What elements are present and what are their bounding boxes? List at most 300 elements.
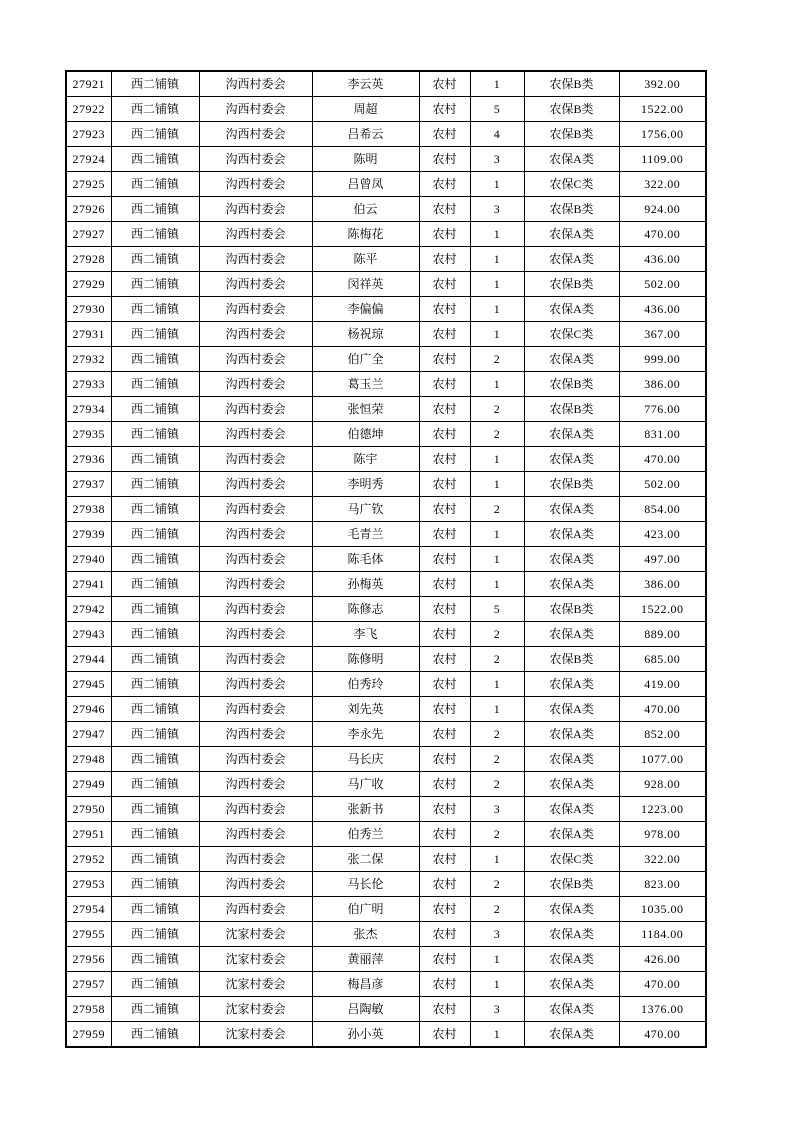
cell-insurance-category: 农保A类 [524,947,619,972]
cell-amount: 1109.00 [619,147,706,172]
cell-town: 西二铺镇 [111,847,199,872]
table-row [66,647,706,672]
cell-sequence-number: 27951 [66,822,111,847]
cell-village-committee: 沟西村委会 [199,847,312,872]
cell-person-name: 吕希云 [312,122,419,147]
cell-insurance-category: 农保A类 [524,347,619,372]
table-row [66,872,706,897]
cell-person-count: 2 [470,422,524,447]
cell-household-type: 农村 [419,922,470,947]
cell-amount: 1756.00 [619,122,706,147]
cell-amount: 1522.00 [619,597,706,622]
cell-village-committee: 沟西村委会 [199,672,312,697]
cell-person-name: 吕曾凤 [312,172,419,197]
cell-amount: 470.00 [619,447,706,472]
cell-person-count: 1 [470,172,524,197]
cell-person-count: 1 [470,272,524,297]
cell-person-count: 2 [470,622,524,647]
cell-person-count: 2 [470,647,524,672]
cell-household-type: 农村 [419,322,470,347]
cell-person-name: 陈宇 [312,447,419,472]
cell-sequence-number: 27934 [66,397,111,422]
table-row [66,797,706,822]
cell-person-count: 1 [470,247,524,272]
cell-person-name: 葛玉兰 [312,372,419,397]
cell-person-name: 马长庆 [312,747,419,772]
cell-village-committee: 沟西村委会 [199,747,312,772]
cell-sequence-number: 27943 [66,622,111,647]
cell-amount: 386.00 [619,372,706,397]
cell-amount: 419.00 [619,672,706,697]
table-row [66,772,706,797]
cell-household-type: 农村 [419,747,470,772]
cell-sequence-number: 27927 [66,222,111,247]
cell-person-name: 陈修志 [312,597,419,622]
cell-household-type: 农村 [419,122,470,147]
cell-household-type: 农村 [419,522,470,547]
cell-amount: 978.00 [619,822,706,847]
cell-town: 西二铺镇 [111,347,199,372]
table-row [66,722,706,747]
table-row [66,922,706,947]
cell-insurance-category: 农保A类 [524,747,619,772]
cell-amount: 497.00 [619,547,706,572]
cell-household-type: 农村 [419,172,470,197]
cell-person-name: 梅昌彦 [312,972,419,997]
cell-household-type: 农村 [419,572,470,597]
cell-sequence-number: 27921 [66,71,111,97]
table-row [66,122,706,147]
cell-person-name: 周超 [312,97,419,122]
table-row [66,897,706,922]
cell-person-count: 1 [470,222,524,247]
cell-insurance-category: 农保A类 [524,897,619,922]
cell-household-type: 农村 [419,71,470,97]
cell-person-name: 马广钦 [312,497,419,522]
cell-person-name: 吕陶敏 [312,997,419,1022]
cell-insurance-category: 农保A类 [524,147,619,172]
cell-town: 西二铺镇 [111,372,199,397]
cell-household-type: 农村 [419,822,470,847]
cell-town: 西二铺镇 [111,422,199,447]
cell-household-type: 农村 [419,222,470,247]
cell-sequence-number: 27954 [66,897,111,922]
cell-village-committee: 沟西村委会 [199,572,312,597]
cell-village-committee: 沟西村委会 [199,797,312,822]
cell-town: 西二铺镇 [111,172,199,197]
cell-insurance-category: 农保B类 [524,197,619,222]
cell-household-type: 农村 [419,772,470,797]
cell-village-committee: 沟西村委会 [199,547,312,572]
cell-sequence-number: 27948 [66,747,111,772]
cell-village-committee: 沟西村委会 [199,272,312,297]
cell-village-committee: 沈家村委会 [199,947,312,972]
cell-village-committee: 沟西村委会 [199,447,312,472]
cell-town: 西二铺镇 [111,71,199,97]
cell-person-count: 3 [470,997,524,1022]
cell-town: 西二铺镇 [111,497,199,522]
cell-village-committee: 沟西村委会 [199,897,312,922]
cell-sequence-number: 27925 [66,172,111,197]
table-row [66,522,706,547]
cell-village-committee: 沟西村委会 [199,647,312,672]
cell-sequence-number: 27930 [66,297,111,322]
cell-town: 西二铺镇 [111,472,199,497]
cell-amount: 470.00 [619,972,706,997]
cell-insurance-category: 农保C类 [524,172,619,197]
cell-person-count: 1 [470,572,524,597]
table-row [66,697,706,722]
cell-household-type: 农村 [419,872,470,897]
cell-person-name: 陈明 [312,147,419,172]
cell-household-type: 农村 [419,372,470,397]
cell-insurance-category: 农保B类 [524,472,619,497]
cell-person-count: 1 [470,947,524,972]
cell-household-type: 农村 [419,697,470,722]
cell-person-name: 孙小英 [312,1022,419,1048]
cell-insurance-category: 农保A类 [524,447,619,472]
cell-amount: 852.00 [619,722,706,747]
cell-person-count: 2 [470,347,524,372]
cell-sequence-number: 27932 [66,347,111,372]
cell-household-type: 农村 [419,472,470,497]
cell-insurance-category: 农保A类 [524,422,619,447]
table-row [66,372,706,397]
cell-person-name: 伯秀玲 [312,672,419,697]
cell-person-count: 1 [470,322,524,347]
cell-amount: 1184.00 [619,922,706,947]
cell-person-count: 2 [470,722,524,747]
cell-amount: 1035.00 [619,897,706,922]
cell-person-name: 杨祝琼 [312,322,419,347]
cell-amount: 823.00 [619,872,706,897]
cell-village-committee: 沈家村委会 [199,922,312,947]
cell-town: 西二铺镇 [111,797,199,822]
table-row [66,297,706,322]
cell-insurance-category: 农保A类 [524,722,619,747]
cell-person-count: 3 [470,147,524,172]
cell-person-name: 李云英 [312,71,419,97]
cell-village-committee: 沟西村委会 [199,822,312,847]
cell-sequence-number: 27935 [66,422,111,447]
cell-person-count: 2 [470,497,524,522]
cell-amount: 1376.00 [619,997,706,1022]
cell-person-count: 1 [470,1022,524,1048]
cell-village-committee: 沟西村委会 [199,172,312,197]
cell-village-committee: 沟西村委会 [199,247,312,272]
cell-sequence-number: 27949 [66,772,111,797]
cell-village-committee: 沈家村委会 [199,972,312,997]
cell-insurance-category: 农保B类 [524,71,619,97]
cell-household-type: 农村 [419,97,470,122]
cell-insurance-category: 农保B类 [524,872,619,897]
cell-household-type: 农村 [419,672,470,697]
cell-household-type: 农村 [419,397,470,422]
cell-person-name: 刘先英 [312,697,419,722]
table-row [66,672,706,697]
cell-town: 西二铺镇 [111,672,199,697]
cell-amount: 685.00 [619,647,706,672]
cell-amount: 322.00 [619,172,706,197]
cell-amount: 322.00 [619,847,706,872]
table-row [66,97,706,122]
cell-village-committee: 沟西村委会 [199,422,312,447]
cell-town: 西二铺镇 [111,547,199,572]
cell-sequence-number: 27957 [66,972,111,997]
cell-amount: 470.00 [619,697,706,722]
cell-village-committee: 沟西村委会 [199,197,312,222]
cell-sequence-number: 27944 [66,647,111,672]
cell-town: 西二铺镇 [111,697,199,722]
cell-sequence-number: 27923 [66,122,111,147]
cell-village-committee: 沟西村委会 [199,472,312,497]
cell-person-count: 1 [470,372,524,397]
cell-insurance-category: 农保A类 [524,297,619,322]
cell-person-name: 伯广明 [312,897,419,922]
cell-sequence-number: 27933 [66,372,111,397]
cell-amount: 1223.00 [619,797,706,822]
cell-sequence-number: 27924 [66,147,111,172]
cell-insurance-category: 农保C类 [524,847,619,872]
cell-insurance-category: 农保A类 [524,797,619,822]
cell-village-committee: 沟西村委会 [199,722,312,747]
table-row [66,822,706,847]
cell-insurance-category: 农保A类 [524,1022,619,1048]
cell-amount: 502.00 [619,272,706,297]
cell-person-count: 3 [470,197,524,222]
cell-insurance-category: 农保B类 [524,97,619,122]
cell-town: 西二铺镇 [111,222,199,247]
cell-amount: 470.00 [619,222,706,247]
table-row [66,272,706,297]
cell-person-count: 1 [470,297,524,322]
cell-sequence-number: 27955 [66,922,111,947]
cell-town: 西二铺镇 [111,322,199,347]
cell-village-committee: 沟西村委会 [199,697,312,722]
cell-insurance-category: 农保A类 [524,622,619,647]
cell-amount: 854.00 [619,497,706,522]
cell-person-name: 张新书 [312,797,419,822]
cell-village-committee: 沈家村委会 [199,997,312,1022]
cell-person-count: 2 [470,822,524,847]
cell-person-name: 张恒荣 [312,397,419,422]
cell-sequence-number: 27929 [66,272,111,297]
cell-sequence-number: 27928 [66,247,111,272]
cell-amount: 889.00 [619,622,706,647]
cell-town: 西二铺镇 [111,872,199,897]
cell-household-type: 农村 [419,997,470,1022]
cell-person-count: 2 [470,772,524,797]
cell-household-type: 农村 [419,297,470,322]
table-row [66,247,706,272]
cell-amount: 436.00 [619,297,706,322]
cell-village-committee: 沟西村委会 [199,147,312,172]
cell-town: 西二铺镇 [111,247,199,272]
table-row [66,172,706,197]
cell-amount: 392.00 [619,71,706,97]
cell-person-name: 黄丽萍 [312,947,419,972]
cell-insurance-category: 农保A类 [524,822,619,847]
cell-person-count: 1 [470,672,524,697]
cell-person-name: 伯云 [312,197,419,222]
cell-town: 西二铺镇 [111,147,199,172]
cell-sequence-number: 27936 [66,447,111,472]
cell-insurance-category: 农保A类 [524,997,619,1022]
cell-amount: 470.00 [619,1022,706,1048]
cell-sequence-number: 27922 [66,97,111,122]
table-row [66,572,706,597]
cell-town: 西二铺镇 [111,722,199,747]
cell-village-committee: 沟西村委会 [199,97,312,122]
cell-insurance-category: 农保A类 [524,972,619,997]
table-row [66,71,706,97]
cell-village-committee: 沟西村委会 [199,772,312,797]
cell-household-type: 农村 [419,622,470,647]
cell-insurance-category: 农保A类 [524,697,619,722]
cell-person-name: 陈梅花 [312,222,419,247]
cell-sequence-number: 27959 [66,1022,111,1048]
cell-village-committee: 沟西村委会 [199,71,312,97]
cell-amount: 436.00 [619,247,706,272]
cell-person-name: 张二保 [312,847,419,872]
cell-household-type: 农村 [419,847,470,872]
cell-person-name: 毛青兰 [312,522,419,547]
cell-person-name: 李飞 [312,622,419,647]
cell-person-name: 伯广全 [312,347,419,372]
cell-person-name: 伯秀兰 [312,822,419,847]
cell-insurance-category: 农保B类 [524,372,619,397]
cell-town: 西二铺镇 [111,997,199,1022]
cell-insurance-category: 农保A类 [524,772,619,797]
cell-village-committee: 沟西村委会 [199,122,312,147]
cell-town: 西二铺镇 [111,97,199,122]
table-row [66,397,706,422]
cell-household-type: 农村 [419,897,470,922]
cell-person-count: 2 [470,747,524,772]
cell-village-committee: 沟西村委会 [199,347,312,372]
cell-village-committee: 沟西村委会 [199,522,312,547]
cell-amount: 924.00 [619,197,706,222]
cell-insurance-category: 农保A类 [524,497,619,522]
cell-town: 西二铺镇 [111,597,199,622]
cell-sequence-number: 27958 [66,997,111,1022]
cell-town: 西二铺镇 [111,922,199,947]
cell-insurance-category: 农保B类 [524,647,619,672]
cell-amount: 423.00 [619,522,706,547]
table-row [66,622,706,647]
table-row [66,197,706,222]
cell-village-committee: 沟西村委会 [199,322,312,347]
cell-town: 西二铺镇 [111,747,199,772]
cell-household-type: 农村 [419,197,470,222]
cell-town: 西二铺镇 [111,122,199,147]
cell-person-name: 马长伦 [312,872,419,897]
cell-town: 西二铺镇 [111,572,199,597]
cell-insurance-category: 农保B类 [524,272,619,297]
cell-household-type: 农村 [419,497,470,522]
cell-town: 西二铺镇 [111,822,199,847]
cell-village-committee: 沟西村委会 [199,597,312,622]
cell-amount: 426.00 [619,947,706,972]
cell-sequence-number: 27926 [66,197,111,222]
cell-household-type: 农村 [419,972,470,997]
cell-household-type: 农村 [419,722,470,747]
table-row [66,972,706,997]
table-row [66,147,706,172]
cell-household-type: 农村 [419,547,470,572]
cell-person-count: 4 [470,122,524,147]
table-row [66,997,706,1022]
cell-household-type: 农村 [419,447,470,472]
cell-person-count: 2 [470,397,524,422]
cell-person-name: 闵祥英 [312,272,419,297]
records-table-body [66,71,706,1047]
cell-person-count: 2 [470,872,524,897]
cell-insurance-category: 农保A类 [524,247,619,272]
cell-person-name: 李明秀 [312,472,419,497]
cell-insurance-category: 农保A类 [524,522,619,547]
cell-town: 西二铺镇 [111,647,199,672]
cell-person-count: 1 [470,447,524,472]
cell-sequence-number: 27940 [66,547,111,572]
cell-amount: 831.00 [619,422,706,447]
table-row [66,447,706,472]
cell-village-committee: 沟西村委会 [199,872,312,897]
cell-person-name: 陈毛体 [312,547,419,572]
cell-household-type: 农村 [419,1022,470,1048]
cell-sequence-number: 27956 [66,947,111,972]
cell-sequence-number: 27942 [66,597,111,622]
cell-person-name: 孙梅英 [312,572,419,597]
cell-household-type: 农村 [419,947,470,972]
cell-sequence-number: 27946 [66,697,111,722]
cell-insurance-category: 农保C类 [524,322,619,347]
cell-person-count: 1 [470,697,524,722]
table-row [66,472,706,497]
cell-person-count: 1 [470,522,524,547]
cell-amount: 502.00 [619,472,706,497]
cell-amount: 386.00 [619,572,706,597]
cell-person-count: 1 [470,71,524,97]
table-row [66,547,706,572]
table-row [66,947,706,972]
cell-sequence-number: 27931 [66,322,111,347]
cell-household-type: 农村 [419,272,470,297]
cell-town: 西二铺镇 [111,1022,199,1048]
cell-town: 西二铺镇 [111,272,199,297]
cell-town: 西二铺镇 [111,197,199,222]
cell-town: 西二铺镇 [111,622,199,647]
cell-insurance-category: 农保A类 [524,672,619,697]
cell-town: 西二铺镇 [111,447,199,472]
cell-sequence-number: 27945 [66,672,111,697]
cell-household-type: 农村 [419,422,470,447]
cell-insurance-category: 农保A类 [524,922,619,947]
cell-sequence-number: 27952 [66,847,111,872]
cell-town: 西二铺镇 [111,297,199,322]
cell-person-count: 2 [470,897,524,922]
cell-sequence-number: 27953 [66,872,111,897]
cell-town: 西二铺镇 [111,947,199,972]
cell-person-count: 3 [470,922,524,947]
cell-insurance-category: 农保B类 [524,597,619,622]
cell-amount: 776.00 [619,397,706,422]
cell-amount: 928.00 [619,772,706,797]
cell-person-name: 陈平 [312,247,419,272]
cell-household-type: 农村 [419,147,470,172]
cell-sequence-number: 27950 [66,797,111,822]
cell-person-count: 1 [470,472,524,497]
